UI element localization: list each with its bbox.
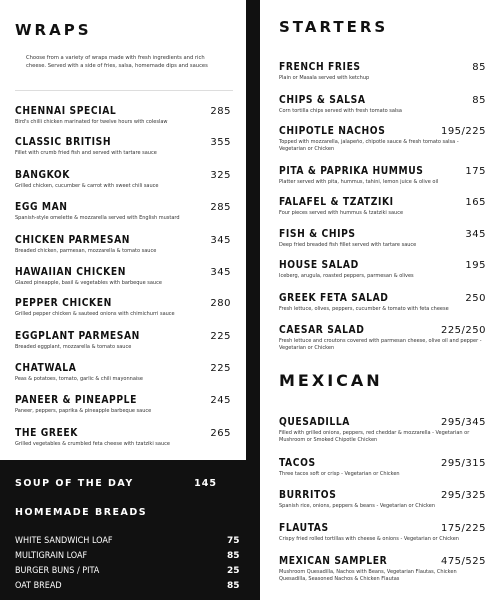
mexican-list (279, 417, 486, 600)
item-description: Fresh lettuce, olives, peppers, cucumber & tomato with feta cheese (279, 306, 449, 312)
item-price: 295/315 (440, 458, 486, 469)
item-name: CHENNAI SPECIAL (15, 106, 117, 117)
item-description: Bird's chilli chicken marinated for twelve hours with coleslaw (15, 119, 168, 125)
item-price: 345 (210, 235, 231, 246)
item-price: 225 (210, 363, 231, 374)
column-divider (246, 0, 260, 600)
item-price: 225 (210, 331, 231, 342)
item-description: Breaded chicken, parmesan, mozzarella & tomato sauce (15, 248, 157, 254)
wraps-title: WRAPS (15, 21, 92, 39)
menu-item (15, 298, 231, 318)
item-price: 280 (210, 298, 231, 309)
item-price: 295/325 (440, 490, 486, 501)
item-name: CAESAR SALAD (279, 325, 365, 336)
item-description: Plain or Masala served with ketchup (279, 75, 370, 81)
starters-list (279, 62, 486, 362)
item-description: Spanish-style omelette & mozzarella served with English mustard (15, 215, 180, 221)
item-description: Platter served with pita, hummus, tahini, lemon juice & olive oil (279, 179, 439, 185)
item-description: Grilled pepper chicken & sauteed onions with chimichurri sauce (15, 311, 175, 317)
item-name: CHIPS & SALSA (279, 95, 366, 106)
item-name: MEXICAN SAMPLER (279, 556, 388, 567)
item-price: 325 (210, 170, 231, 181)
item-price: 250 (465, 293, 486, 304)
menu-item (279, 126, 486, 152)
item-price: 345 (465, 229, 486, 240)
item-name: FLAUTAS (279, 523, 329, 534)
item-name: TACOS (279, 458, 316, 469)
menu-item (279, 260, 486, 280)
menu-item (279, 166, 486, 186)
menu-item (15, 170, 231, 190)
bread-price: 75 (227, 536, 240, 546)
menu-item (15, 267, 231, 287)
item-description: Deep fried breaded fish fillet served with tartare sauce (279, 242, 417, 248)
bread-name: WHITE SANDWICH LOAF (15, 536, 113, 546)
left-column (0, 0, 246, 600)
item-price: 175/225 (440, 523, 486, 534)
item-description: Breaded eggplant, mozzarella & tomato sauce (15, 344, 132, 350)
right-column (260, 0, 501, 600)
menu-item (279, 62, 486, 82)
menu-item (279, 95, 486, 115)
breads-title: HOMEMADE BREADS (15, 507, 148, 518)
item-name: PANEER & PINEAPPLE (15, 395, 137, 406)
menu-item (279, 490, 486, 510)
menu-item (15, 331, 231, 351)
item-description: Corn tortilla chips served with fresh tomato salsa (279, 108, 402, 114)
item-description: Fresh lettuce and croutons covered with parmesan cheese, olive oil and pepper - Vegetarian or Chicken (279, 338, 482, 351)
item-price: 285 (210, 106, 231, 117)
item-price: 245 (210, 395, 231, 406)
bread-name: OAT BREAD (15, 581, 62, 591)
item-price: 85 (472, 95, 486, 106)
menu-item (279, 293, 486, 313)
item-description: Iceberg, arugula, roasted peppers, parmesan & olives (279, 273, 414, 279)
item-name: FISH & CHIPS (279, 229, 356, 240)
menu-item (15, 106, 231, 126)
item-description: Fillet with crumb fried fish and served with tartare sauce (15, 150, 157, 156)
menu-item (279, 417, 486, 443)
menu-item (15, 395, 231, 415)
item-description: Crispy fried rolled tortillas with cheese & onions - Vegetarian or Chicken (279, 536, 459, 542)
item-name: EGG MAN (15, 202, 68, 213)
menu-item (279, 523, 486, 543)
item-price: 285 (210, 202, 231, 213)
soup-row (15, 478, 217, 492)
menu-item (15, 137, 231, 157)
item-price: 195/225 (440, 126, 486, 137)
item-name: THE GREEK (15, 428, 78, 439)
item-name: CLASSIC BRITISH (15, 137, 112, 148)
bread-price: 85 (227, 551, 240, 561)
item-description: Peas & potatoes, tomato, garlic & chili mayonnaise (15, 376, 143, 382)
bread-price: 85 (227, 581, 240, 591)
item-name: CHIPOTLE NACHOS (279, 126, 386, 137)
item-price: 165 (465, 197, 486, 208)
menu-item (279, 458, 486, 478)
item-name: EGGPLANT PARMESAN (15, 331, 140, 342)
bread-row (15, 565, 247, 580)
item-name: FALAFEL & TZATZIKI (279, 197, 394, 208)
item-price: 345 (210, 267, 231, 278)
bread-price: 25 (227, 566, 240, 576)
item-name: BANGKOK (15, 170, 71, 181)
item-description: Spanish rice, onions, peppers & beans - Vegetarian or Chicken (279, 503, 436, 509)
menu-item (279, 325, 486, 351)
mexican-title: MEXICAN (279, 371, 383, 390)
menu-item (15, 363, 231, 383)
item-description: Grilled vegetables & crumbled feta cheese with tzatziki sauce (15, 441, 170, 447)
bread-row (15, 550, 247, 565)
item-name: PITA & PAPRIKA HUMMUS (279, 166, 424, 177)
bread-name: BURGER BUNS / PITA (15, 566, 100, 576)
item-price: 295/345 (440, 417, 486, 428)
item-price: 195 (465, 260, 486, 271)
item-price: 175 (465, 166, 486, 177)
item-name: HAWAIIAN CHICKEN (15, 267, 126, 278)
bread-row (15, 580, 247, 595)
item-description: Paneer, peppers, paprika & pineapple barbeque sauce (15, 408, 152, 414)
item-description: Grilled chicken, cucumber & carrot with sweet chili sauce (15, 183, 159, 189)
bread-name: MULTIGRAIN LOAF (15, 551, 88, 561)
menu-item (279, 556, 486, 582)
item-name: HOUSE SALAD (279, 260, 359, 271)
menu-item (279, 197, 486, 217)
menu-item (15, 428, 231, 448)
item-description: Four pieces served with hummus & tzatziki sauce (279, 210, 404, 216)
starters-title: STARTERS (279, 18, 389, 36)
menu-item (15, 202, 231, 222)
item-description: Glazed pineapple, basil & vegetables with barbeque sauce (15, 280, 162, 286)
item-price: 265 (210, 428, 231, 439)
soup-name: SOUP OF THE DAY (15, 478, 134, 489)
wraps-list (15, 106, 231, 456)
soup-price: 145 (194, 478, 217, 489)
menu-item (279, 229, 486, 249)
item-description: Topped with mozzarella, jalapeño, chipotle sauce & fresh tomato salsa - Vegetarian or Chicken (279, 139, 459, 152)
menu-item (15, 235, 231, 255)
item-description: Filled with grilled onions, peppers, red cheddar & mozzarella - Vegetarian or Mushroom or Smoked Chipotle Chicken (279, 430, 470, 443)
item-name: BURRITOS (279, 490, 337, 501)
item-price: 225/250 (440, 325, 486, 336)
item-description: Mushroom Quesadilla, Nachos with Beans, Vegetarian Flautas, Chicken Quesadilla, Seasoned Nachos & Chicken Flautas (279, 569, 457, 582)
soup-and-breads-panel (0, 460, 246, 600)
item-name: GREEK FETA SALAD (279, 293, 389, 304)
item-name: CHATWALA (15, 363, 77, 374)
wraps-intro: Choose from a variety of wraps made with fresh ingredients and rich cheese. Served with a side of fries, salsa, homemade dips and sauces (26, 55, 208, 69)
item-name: QUESADILLA (279, 417, 350, 428)
item-price: 355 (210, 137, 231, 148)
item-name: CHICKEN PARMESAN (15, 235, 131, 246)
item-name: PEPPER CHICKEN (15, 298, 112, 309)
item-price: 85 (472, 62, 486, 73)
bread-row (15, 535, 247, 550)
item-name: FRENCH FRIES (279, 62, 361, 73)
item-description: Three tacos soft or crisp - Vegetarian or Chicken (279, 471, 400, 477)
breads-list (15, 535, 247, 595)
item-price: 475/525 (440, 556, 486, 567)
